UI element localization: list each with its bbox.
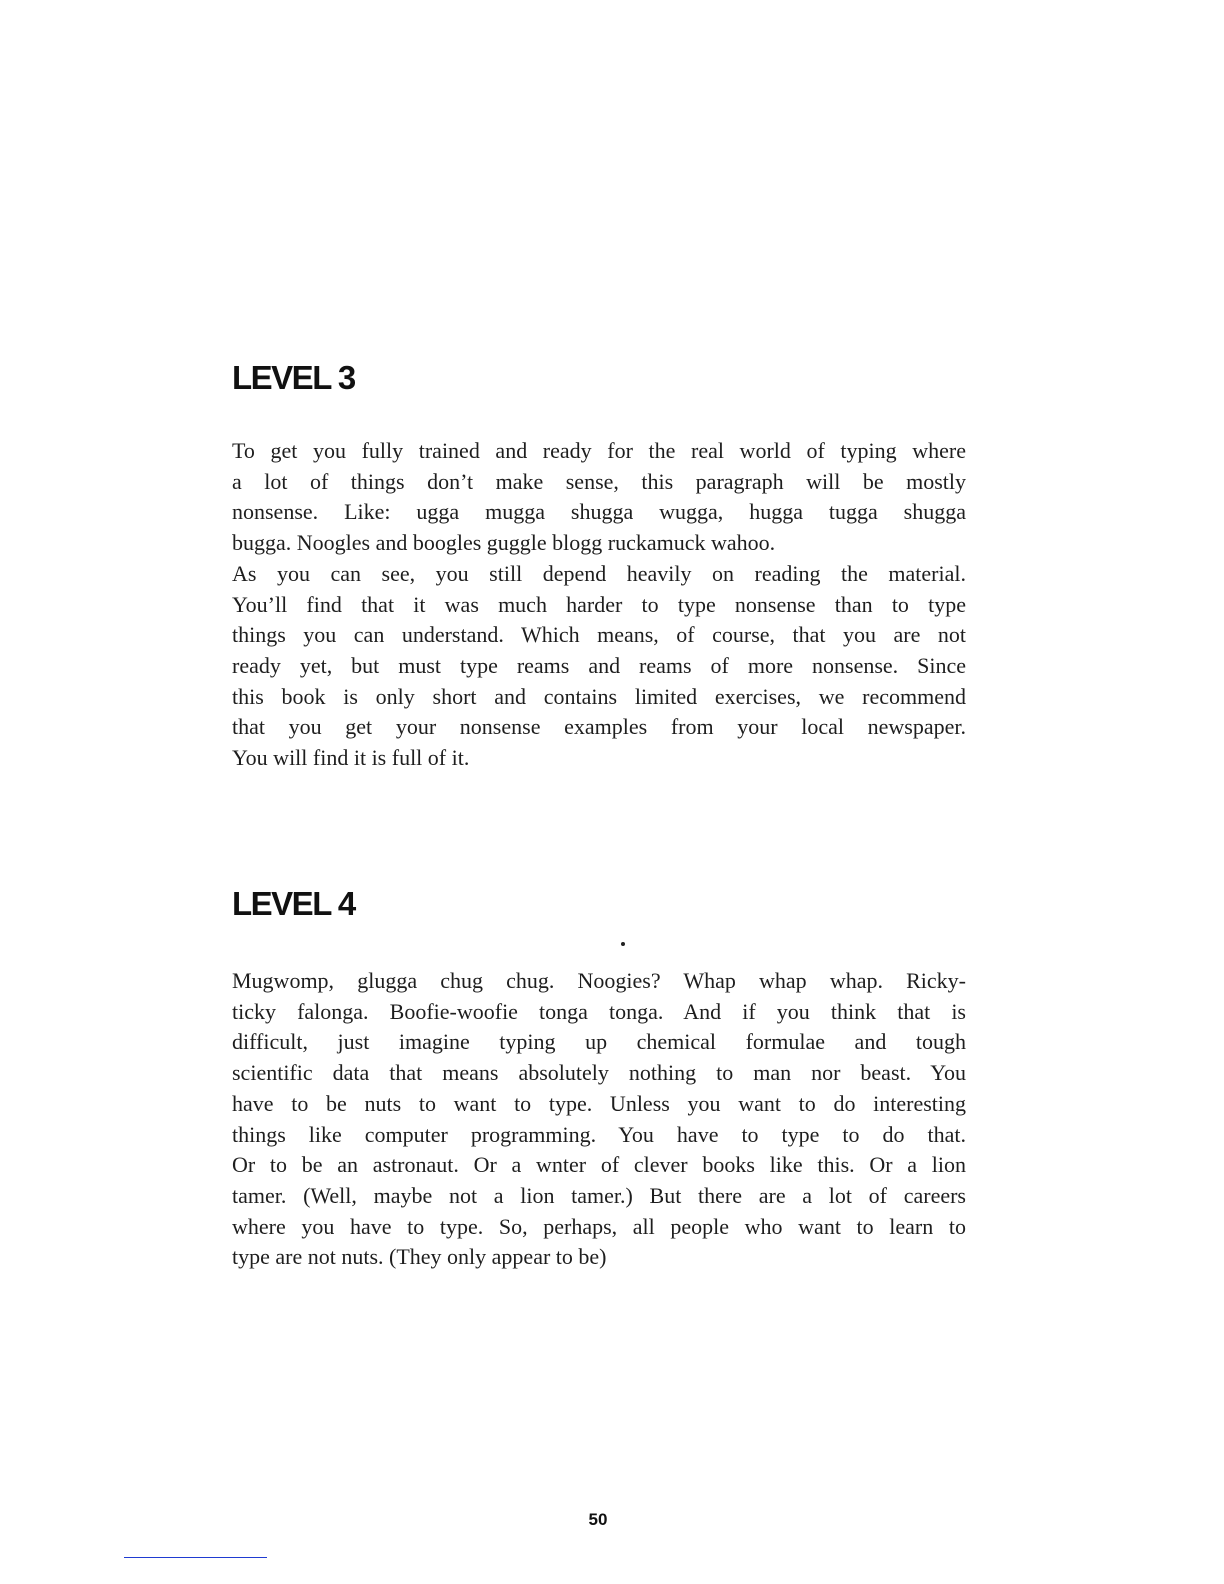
level-3-section — [232, 358, 966, 774]
paragraph-line: a lot of things don’t make sense, this paragraph will be mostly — [232, 468, 966, 494]
paragraph-line: scientific data that means absolutely nothing to man nor beast. You — [232, 1060, 966, 1086]
paragraph-line: difficult, just imagine typing up chemical formulae and tough — [232, 1029, 966, 1055]
paragraph-line: that you get your nonsense examples from your local newspaper. — [232, 714, 966, 740]
paragraph-line: To get you fully trained and ready for the real world of typing where — [232, 438, 966, 463]
level-3-paragraph — [232, 436, 966, 774]
paragraph-line: Or to be an astronaut. Or a wnter of clever books like this. Or a lion — [232, 1152, 966, 1178]
paragraph-line: nonsense. Like: ugga mugga shugga wugga, hugga tugga shugga — [232, 499, 966, 525]
paragraph-line: this book is only short and contains limited exercises, we recommend — [232, 683, 966, 709]
paragraph-line: As you can see, you still depend heavily on reading the material. — [232, 560, 966, 586]
level-4-section — [232, 884, 966, 1273]
paragraph-line: bugga. Noogles and boogles guggle blogg ruckamuck wahoo. — [232, 530, 776, 556]
paragraph-line: things like computer programming. You have to type to do that. — [232, 1121, 966, 1147]
page-number: 50 — [588, 1510, 608, 1529]
paragraph-line: where you have to type. So, perhaps, all people who want to learn to — [232, 1213, 966, 1239]
level-4-heading: LEVEL 4 — [232, 885, 355, 922]
paragraph-line: tamer. (Well, maybe not a lion tamer.) But there are a lot of careers — [232, 1182, 966, 1208]
paragraph-line: You will find it is full of it. — [232, 745, 470, 771]
paragraph-line: You’ll find that it was much harder to type nonsense than to type — [232, 591, 966, 617]
paragraph-line: type are not nuts. (They only appear to be) — [232, 1244, 607, 1270]
paragraph-line: things you can understand. Which means, of course, that you are not — [232, 622, 966, 648]
level-3-heading: LEVEL 3 — [232, 359, 355, 396]
paragraph-line: have to be nuts to want to type. Unless you want to do interesting — [232, 1090, 966, 1116]
level-4-paragraph — [232, 966, 966, 1273]
paragraph-line: Mugwomp, glugga chug chug. Noogies? Whap whap whap. Ricky- — [232, 968, 966, 993]
scan-speck — [621, 942, 625, 946]
paragraph-line: ready yet, but must type reams and reams of more nonsense. Since — [232, 652, 966, 678]
paragraph-line: ticky falonga. Boofie-woofie tonga tonga. And if you think that is — [232, 998, 966, 1024]
footer-rule — [124, 1557, 267, 1558]
